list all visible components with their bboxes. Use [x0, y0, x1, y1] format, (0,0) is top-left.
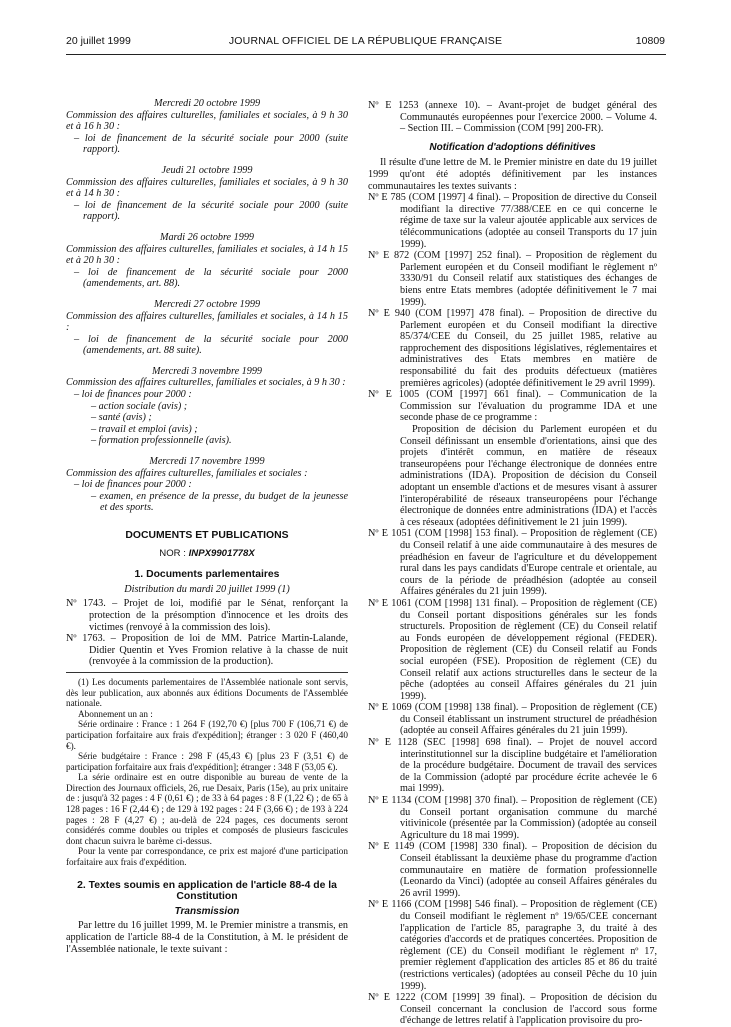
session-commission: Commission des affaires culturelles, familiales et sociales, à 14 h 15 et à 20 h 30 : [66, 243, 348, 267]
session-commission: Commission des affaires culturelles, familiales et sociales : [66, 467, 308, 479]
session-commission: Commission des affaires culturelles, familiales et sociales, à 9 h 30 : [66, 377, 346, 389]
session-date: Jeudi 21 octobre 1999 [161, 164, 253, 176]
text-entry: Nº E 1166 (COM [1998] 546 final). – Proposition de règlement (CE) du Conseil modifiant le règlement nº 19/65/CEE concernant l'application de l'article 85, paragraphe 3, du traité à des catégories d'accords et de pratiques concertées. Proposition de règlement (CE) du Conseil modifiant le règlement nº 17, premier règlement d'application des articles 85 et 86 du traité (restrictions verticales) (adoptées au conseil Pêche du 10 juin 1999). [368, 899, 657, 992]
session-item: – loi de financement de la sécurité sociale pour 2000 (suite rapport). [74, 132, 348, 156]
session-subitem: – formation professionnelle (avis). [91, 435, 232, 447]
session-date: Mardi 26 octobre 1999 [159, 231, 255, 243]
text-entry: Nº E 872 (COM [1997] 252 final). – Proposition de règlement du Parlement européen et du Conseil modifiant le règlement nº 3330/91 du Conseil relatif aux statistiques des échanges de biens entre Etats membres (adoptée définitivement le 7 mai 1999). [368, 250, 657, 308]
header-page-number: 10809 [635, 35, 665, 47]
text-entry: Nº E 1253 (annexe 10). – Avant-projet de budget général des Communautés européennes pour l'exercice 2000. – Volume 4. – Section III. – Commission (COM [99] 200-FR). [368, 100, 657, 135]
session-date: Mercredi 3 novembre 1999 [151, 365, 263, 377]
session-item: – loi de financement de la sécurité sociale pour 2000 (amendements, art. 88 suite). [74, 333, 348, 357]
text-entry: Nº E 1061 (COM [1998] 131 final). – Proposition de règlement (CE) du Conseil portant dispositions générales sur les fonds structurels. Proposition de règlement (CE) du Conseil relatif au Fonds européen de développement régional (FEDER). Proposition de règlement (CE) du Conseil relatif au Fonds social européen (FSE). Proposition de règlement (CE) du Conseil relatif aux actions structurelles dans le secteur de la pêche (adoptées au conseil Affaires générales du 21 juin 1999). [368, 597, 657, 702]
session-subitem: – travail et emploi (avis) ; [91, 423, 198, 435]
header-rule [66, 54, 666, 55]
footnote-rule [66, 672, 348, 673]
nor-reference: NOR : INPX9901778X [159, 547, 255, 559]
documents-section-title: DOCUMENTS ET PUBLICATIONS [125, 530, 289, 541]
session-item: – loi de financement de la sécurité sociale pour 2000 (suite rapport). [74, 199, 348, 223]
footnote: Abonnement un an : [78, 708, 153, 719]
text-entry: Nº E 1222 (COM [1999] 39 final). – Proposition de décision du Conseil concernant la conclusion de l'accord sous forme d'échange de lettres relatif à l'application provisoire du pro- [368, 992, 657, 1027]
session-commission: Commission des affaires culturelles, familiales et sociales, à 14 h 15 : [66, 310, 348, 334]
document-entry: Nº 1743. – Projet de loi, modifié par le Sénat, renforçant la protection de la présomption d'innocence et les droits des victimes (renvoyé à la commission des lois). [66, 598, 348, 633]
section-1-title: 1. Documents parlementaires [134, 569, 280, 581]
header-date: 20 juillet 1999 [66, 35, 131, 47]
session-item: – loi de financement de la sécurité sociale pour 2000 (amendements, art. 88). [74, 266, 348, 290]
right-column [368, 100, 657, 1027]
header-title: JOURNAL OFFICIEL DE LA RÉPUBLIQUE FRANÇAISE [228, 35, 503, 47]
session-item: – loi de finances pour 2000 : [74, 479, 192, 491]
footnote: Série budgétaire : France : 298 F (45,43 €) [plus 23 F (3,51 €) de participation forfaitaire aux frais d'expédition]; étranger : 348 F (53,05 €). [66, 751, 348, 772]
document-entry: Nº 1763. – Proposition de loi de MM. Patrice Martin-Lalande, Didier Quentin et Yves Fromion relative à la chasse de nuit (renvoyée à la commission de la production). [66, 633, 348, 668]
text-entry: Nº E 1149 (COM [1998] 330 final). – Proposition de décision du Conseil établissant la deuxième phase du programme d'action communautaire en matière de formation professionnelle (Leonardo da Vinci) (adoptée au conseil Affaires générales du 26 avril 1999). [368, 841, 657, 899]
session-date: Mercredi 17 novembre 1999 [149, 456, 265, 468]
session-date: Mercredi 20 octobre 1999 [153, 98, 261, 109]
session-commission: Commission des affaires culturelles, familiales et sociales, à 9 h 30 et à 14 h 30 : [66, 176, 348, 200]
footnote: Série ordinaire : France : 1 264 F (192,70 €) [plus 700 F (106,71 €) de participation forfaitaire aux frais d'expédition]; étranger : 3 020 F (460,40 €). [66, 719, 348, 751]
session-item: – loi de finances pour 2000 : [74, 389, 192, 401]
left-column [66, 98, 348, 955]
text-entry: Nº E 1134 (COM [1998] 370 final). – Proposition de règlement (CE) du Conseil portant organisation commune du marché vitivinicole (présentée par la Commission) (adoptée au conseil Agriculture du 18 mai 1999). [368, 795, 657, 841]
footnote: La série ordinaire est en outre disponible au bureau de vente de la Direction des Journaux officiels, 26, rue Desaix, Paris (15e), au prix unitaire de : jusqu'à 32 pages : 4 F (0,61 €) ; de 33 à 64 pages : 8 F (1,22 €) ; de 65 à 128 pages : 16 F (2,44 €) ; de 129 à 192 pages : 24 F (3,66 €) ; de 193 à 224 pages : 28 F (4,27 €) ; au-delà de 224 pages, ces documents seront considérés comme doubles ou triples et composés de plusieurs fascicules dont chacun suivra le barème ci-dessus. [66, 772, 348, 846]
text-entry: Nº E 1069 (COM [1998] 138 final). – Proposition de règlement (CE) du Conseil établissant un instrument structurel de préadhésion (adoptée au conseil Affaires générales du 21 juin 1999). [368, 702, 657, 737]
session-date: Mercredi 27 octobre 1999 [153, 298, 261, 310]
text-entry: Nº E 1005 (COM [1997] 661 final). – Communication de la Commission sur l'évaluation du programme IDA et une seconde phase de ce programme : [368, 389, 657, 424]
notification-text: Il résulte d'une lettre de M. le Premier ministre en date du 19 juillet 1999 qu'ont été adoptés définitivement par les instances communautaires les textes suivants : [368, 157, 657, 192]
transmission-heading: Transmission [174, 905, 240, 917]
text-entry: Nº E 1051 (COM [1998] 153 final). – Proposition de règlement (CE) du Conseil relatif à une aide communautaire à des mesures de préadhésion en faveur de l'agriculture et du développement rural dans les pays candidats d'Europe centrale et orientale, au cours de la période de préadhésion (adoptée au conseil Affaires générales du 21 juin 1999). [368, 528, 657, 598]
text-entry-detail: Proposition de décision du Parlement européen et du Conseil définissant un ensemble d'orientations, ainsi que des projets d'intérêt commun, en matière de réseaux transeuropéens pour l'échange électronique de données entre administrations (IDA). Proposition de décision du Conseil adoptant un ensemble d'actions et de mesures visant à assurer l'interopérabilité de réseaux transeuropéens pour l'échange électronique de données entre administrations (IDA) et l'accès à ces réseaux (adoptées définitivement le 21 juin 1999). [400, 424, 657, 528]
text-entry: Nº E 785 (COM [1997] 4 final). – Proposition de directive du Conseil modifiant la directive 77/388/CEE en ce qui concerne le régime de taxe sur la valeur ajoutée applicable aux services de télécommunications (adoptée au conseil Transports du 17 juin 1999). [368, 192, 657, 250]
session-commission: Commission des affaires culturelles, familiales et sociales, à 9 h 30 et à 16 h 30 : [66, 109, 348, 133]
session-subitem: – santé (avis) ; [91, 412, 152, 424]
notification-heading: Notification d'adoptions définitives [429, 141, 596, 153]
session-subitem: – examen, en présence de la presse, du budget de la jeunesse et des sports. [91, 490, 348, 514]
footnote: Pour la vente par correspondance, ce prix est majoré d'une participation forfaitaire aux frais d'expédition. [66, 846, 348, 868]
transmission-text: Par lettre du 16 juillet 1999, M. le Premier ministre a transmis, en application de l'article 88-4 de la Constitution, à M. le président de l'Assemblée nationale, le texte suivant : [66, 920, 348, 955]
footnote: (1) Les documents parlementaires de l'Assemblée nationale sont servis, dès leur publication, aux abonnés aux éditions Documents de l'Assemblée nationale. [66, 676, 348, 709]
page-header [0, 36, 731, 50]
text-entry: Nº E 940 (COM [1997] 478 final). – Proposition de directive du Parlement européen et du Conseil modifiant la directive 85/374/CEE du Conseil, du 25 juillet 1985, relative au rapprochement des dispositions législatives, réglementaires et administratives des Etats membres en matière de responsabilité du fait des produits défectueux (matières premières agricoles) (adoptée définitivement le 29 avril 1999). [368, 308, 657, 389]
distribution-date: Distribution du mardi 20 juillet 1999 (1) [124, 583, 290, 595]
section-2-title: 2. Textes soumis en application de l'article 88-4 de la Constitution [77, 879, 337, 903]
text-entry: Nº E 1128 (SEC [1998] 698 final). – Projet de nouvel accord interinstitutionnel sur la discipline budgétaire et l'amélioration de la procédure budgétaire. Document de travail des services de la Commission (adopté par procédure écrite achevée le 6 mai 1999). [368, 737, 657, 795]
session-subitem: – action sociale (avis) ; [91, 400, 188, 412]
